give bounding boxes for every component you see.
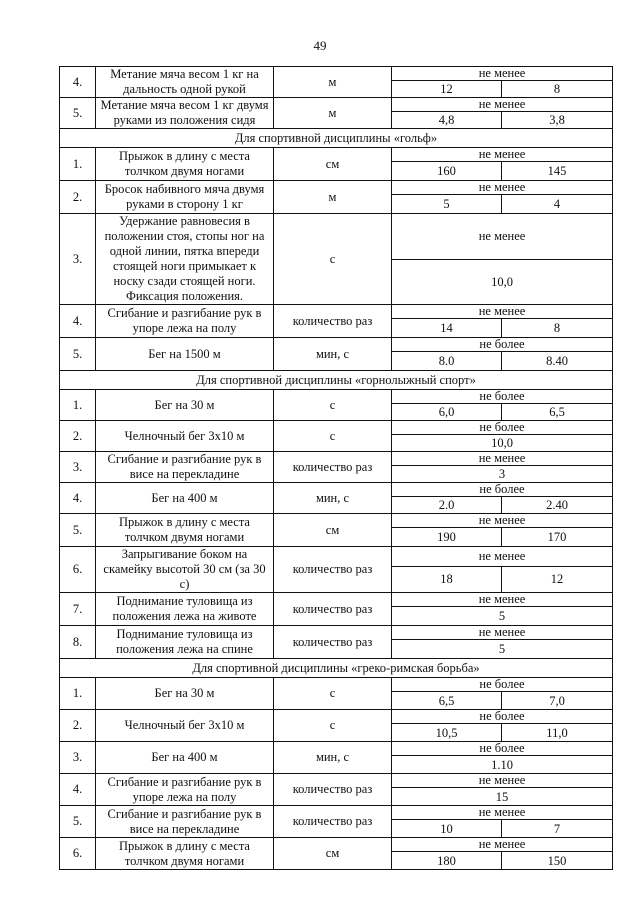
norm-value-boys: 18 — [392, 566, 502, 593]
unit: см — [274, 838, 392, 870]
item-number: 3. — [60, 214, 96, 305]
unit: с — [274, 421, 392, 452]
exercise-name: Запрыгивание боком на скамейку высотой 30 см (за 30 с) — [96, 547, 274, 593]
exercise-name: Челночный бег 3х10 м — [96, 421, 274, 452]
section-row — [60, 371, 613, 390]
table-row — [60, 421, 613, 435]
unit: количество раз — [274, 806, 392, 838]
norm-value-girls: 2.40 — [502, 497, 613, 514]
table-row — [60, 593, 613, 607]
item-number: 5. — [60, 514, 96, 547]
norm-condition: не менее — [392, 838, 613, 852]
norm-value-girls: 4 — [502, 195, 613, 214]
norm-condition: не менее — [392, 214, 613, 260]
exercise-name: Удержание равновесия в положении стоя, стопы ног на одной линии, пятка впереди стоящей ноги примыкает к носку сзади стоящей ноги. Фиксация положения. — [96, 214, 274, 305]
standards-table — [59, 66, 613, 870]
norm-value-girls: 3,8 — [502, 112, 613, 129]
unit: количество раз — [274, 774, 392, 806]
table-row — [60, 390, 613, 404]
unit: м — [274, 98, 392, 129]
item-number: 4. — [60, 483, 96, 514]
norm-value-girls: 170 — [502, 528, 613, 547]
table-row — [60, 742, 613, 756]
norm-condition: не менее — [392, 626, 613, 640]
norm-value-boys: 190 — [392, 528, 502, 547]
item-number: 2. — [60, 421, 96, 452]
norm-value-boys: 8.0 — [392, 352, 502, 371]
table-row — [60, 338, 613, 352]
unit: см — [274, 148, 392, 181]
table-row — [60, 305, 613, 319]
exercise-name: Метание мяча весом 1 кг на дальность одной рукой — [96, 67, 274, 98]
norm-value-girls: 145 — [502, 162, 613, 181]
norm-value-girls: 8.40 — [502, 352, 613, 371]
table-row — [60, 774, 613, 788]
norm-condition: не более — [392, 742, 613, 756]
unit: с — [274, 390, 392, 421]
table-row — [60, 710, 613, 724]
table-row — [60, 514, 613, 528]
norm-condition: не более — [392, 421, 613, 435]
exercise-name: Бег на 400 м — [96, 742, 274, 774]
norm-value-boys: 4,8 — [392, 112, 502, 129]
norm-value-boys: 14 — [392, 319, 502, 338]
exercise-name: Метание мяча весом 1 кг двумя руками из положения сидя — [96, 98, 274, 129]
norm-value-girls: 8 — [502, 81, 613, 98]
section-title: Для спортивной дисциплины «гольф» — [60, 129, 613, 148]
norm-value-girls: 8 — [502, 319, 613, 338]
unit: с — [274, 710, 392, 742]
item-number: 6. — [60, 547, 96, 593]
norm-condition: не менее — [392, 806, 613, 820]
table-row — [60, 98, 613, 112]
table-row — [60, 806, 613, 820]
table-row — [60, 148, 613, 162]
table-row — [60, 181, 613, 195]
norm-condition: не более — [392, 710, 613, 724]
table-row — [60, 547, 613, 567]
exercise-name: Прыжок в длину с места толчком двумя ногами — [96, 148, 274, 181]
unit: мин, с — [274, 742, 392, 774]
norm-value: 15 — [392, 788, 613, 806]
item-number: 1. — [60, 678, 96, 710]
exercise-name: Сгибание и разгибание рук в упоре лежа на полу — [96, 774, 274, 806]
exercise-name: Поднимание туловища из положения лежа на спине — [96, 626, 274, 659]
section-row — [60, 129, 613, 148]
unit: с — [274, 214, 392, 305]
item-number: 5. — [60, 338, 96, 371]
exercise-name: Прыжок в длину с места толчком двумя ногами — [96, 838, 274, 870]
exercise-name: Челночный бег 3х10 м — [96, 710, 274, 742]
unit: мин, с — [274, 483, 392, 514]
norm-value-girls: 7 — [502, 820, 613, 838]
norm-condition: не менее — [392, 547, 613, 567]
unit: количество раз — [274, 626, 392, 659]
exercise-name: Бег на 400 м — [96, 483, 274, 514]
norm-value-boys: 6,0 — [392, 404, 502, 421]
norm-value-boys: 180 — [392, 852, 502, 870]
norm-value: 10,0 — [392, 260, 613, 305]
table-row — [60, 626, 613, 640]
unit: количество раз — [274, 305, 392, 338]
item-number: 2. — [60, 181, 96, 214]
norm-value-girls: 150 — [502, 852, 613, 870]
exercise-name: Сгибание и разгибание рук в висе на перекладине — [96, 806, 274, 838]
exercise-name: Сгибание и разгибание рук в упоре лежа на полу — [96, 305, 274, 338]
norm-condition: не менее — [392, 148, 613, 162]
norm-value: 5 — [392, 607, 613, 626]
page-number: 49 — [313, 38, 327, 53]
item-number: 3. — [60, 452, 96, 483]
norm-value-boys: 10,5 — [392, 724, 502, 742]
norm-value-boys: 10 — [392, 820, 502, 838]
exercise-name: Прыжок в длину с места толчком двумя ногами — [96, 514, 274, 547]
norm-condition: не менее — [392, 67, 613, 81]
item-number: 1. — [60, 148, 96, 181]
item-number: 5. — [60, 98, 96, 129]
table-row — [60, 452, 613, 466]
item-number: 8. — [60, 626, 96, 659]
norm-condition: не менее — [392, 181, 613, 195]
item-number: 2. — [60, 710, 96, 742]
norm-condition: не менее — [392, 774, 613, 788]
item-number: 4. — [60, 774, 96, 806]
norm-value-boys: 12 — [392, 81, 502, 98]
unit: см — [274, 514, 392, 547]
norm-value-boys: 5 — [392, 195, 502, 214]
norm-condition: не более — [392, 338, 613, 352]
item-number: 7. — [60, 593, 96, 626]
norm-condition: не более — [392, 390, 613, 404]
norm-value-girls: 12 — [502, 566, 613, 593]
section-title: Для спортивной дисциплины «горнолыжный спорт» — [60, 371, 613, 390]
norm-condition: не менее — [392, 98, 613, 112]
item-number: 6. — [60, 838, 96, 870]
norm-condition: не более — [392, 483, 613, 497]
unit: количество раз — [274, 452, 392, 483]
norm-value: 5 — [392, 640, 613, 659]
norm-condition: не менее — [392, 452, 613, 466]
item-number: 4. — [60, 67, 96, 98]
exercise-name: Поднимание туловища из положения лежа на животе — [96, 593, 274, 626]
exercise-name: Бег на 30 м — [96, 390, 274, 421]
item-number: 4. — [60, 305, 96, 338]
section-title: Для спортивной дисциплины «греко-римская борьба» — [60, 659, 613, 678]
norm-condition: не менее — [392, 305, 613, 319]
table-row — [60, 483, 613, 497]
norm-value: 1.10 — [392, 756, 613, 774]
exercise-name: Бег на 30 м — [96, 678, 274, 710]
unit: с — [274, 678, 392, 710]
norm-condition: не менее — [392, 593, 613, 607]
item-number: 1. — [60, 390, 96, 421]
norm-value-girls: 6,5 — [502, 404, 613, 421]
norm-condition: не более — [392, 678, 613, 692]
norm-condition: не менее — [392, 514, 613, 528]
norm-value-girls: 7,0 — [502, 692, 613, 710]
norm-value-boys: 160 — [392, 162, 502, 181]
norm-value-girls: 11,0 — [502, 724, 613, 742]
norm-value: 10,0 — [392, 435, 613, 452]
exercise-name: Бросок набивного мяча двумя руками в сторону 1 кг — [96, 181, 274, 214]
section-row — [60, 659, 613, 678]
unit: м — [274, 181, 392, 214]
unit: количество раз — [274, 593, 392, 626]
exercise-name: Сгибание и разгибание рук в висе на перекладине — [96, 452, 274, 483]
unit: мин, с — [274, 338, 392, 371]
table-row — [60, 838, 613, 852]
unit: количество раз — [274, 547, 392, 593]
table-row — [60, 678, 613, 692]
item-number: 5. — [60, 806, 96, 838]
norm-value-boys: 6,5 — [392, 692, 502, 710]
norm-value-boys: 2.0 — [392, 497, 502, 514]
table-row — [60, 67, 613, 81]
unit: м — [274, 67, 392, 98]
exercise-name: Бег на 1500 м — [96, 338, 274, 371]
table-row — [60, 214, 613, 260]
norm-value: 3 — [392, 466, 613, 483]
item-number: 3. — [60, 742, 96, 774]
